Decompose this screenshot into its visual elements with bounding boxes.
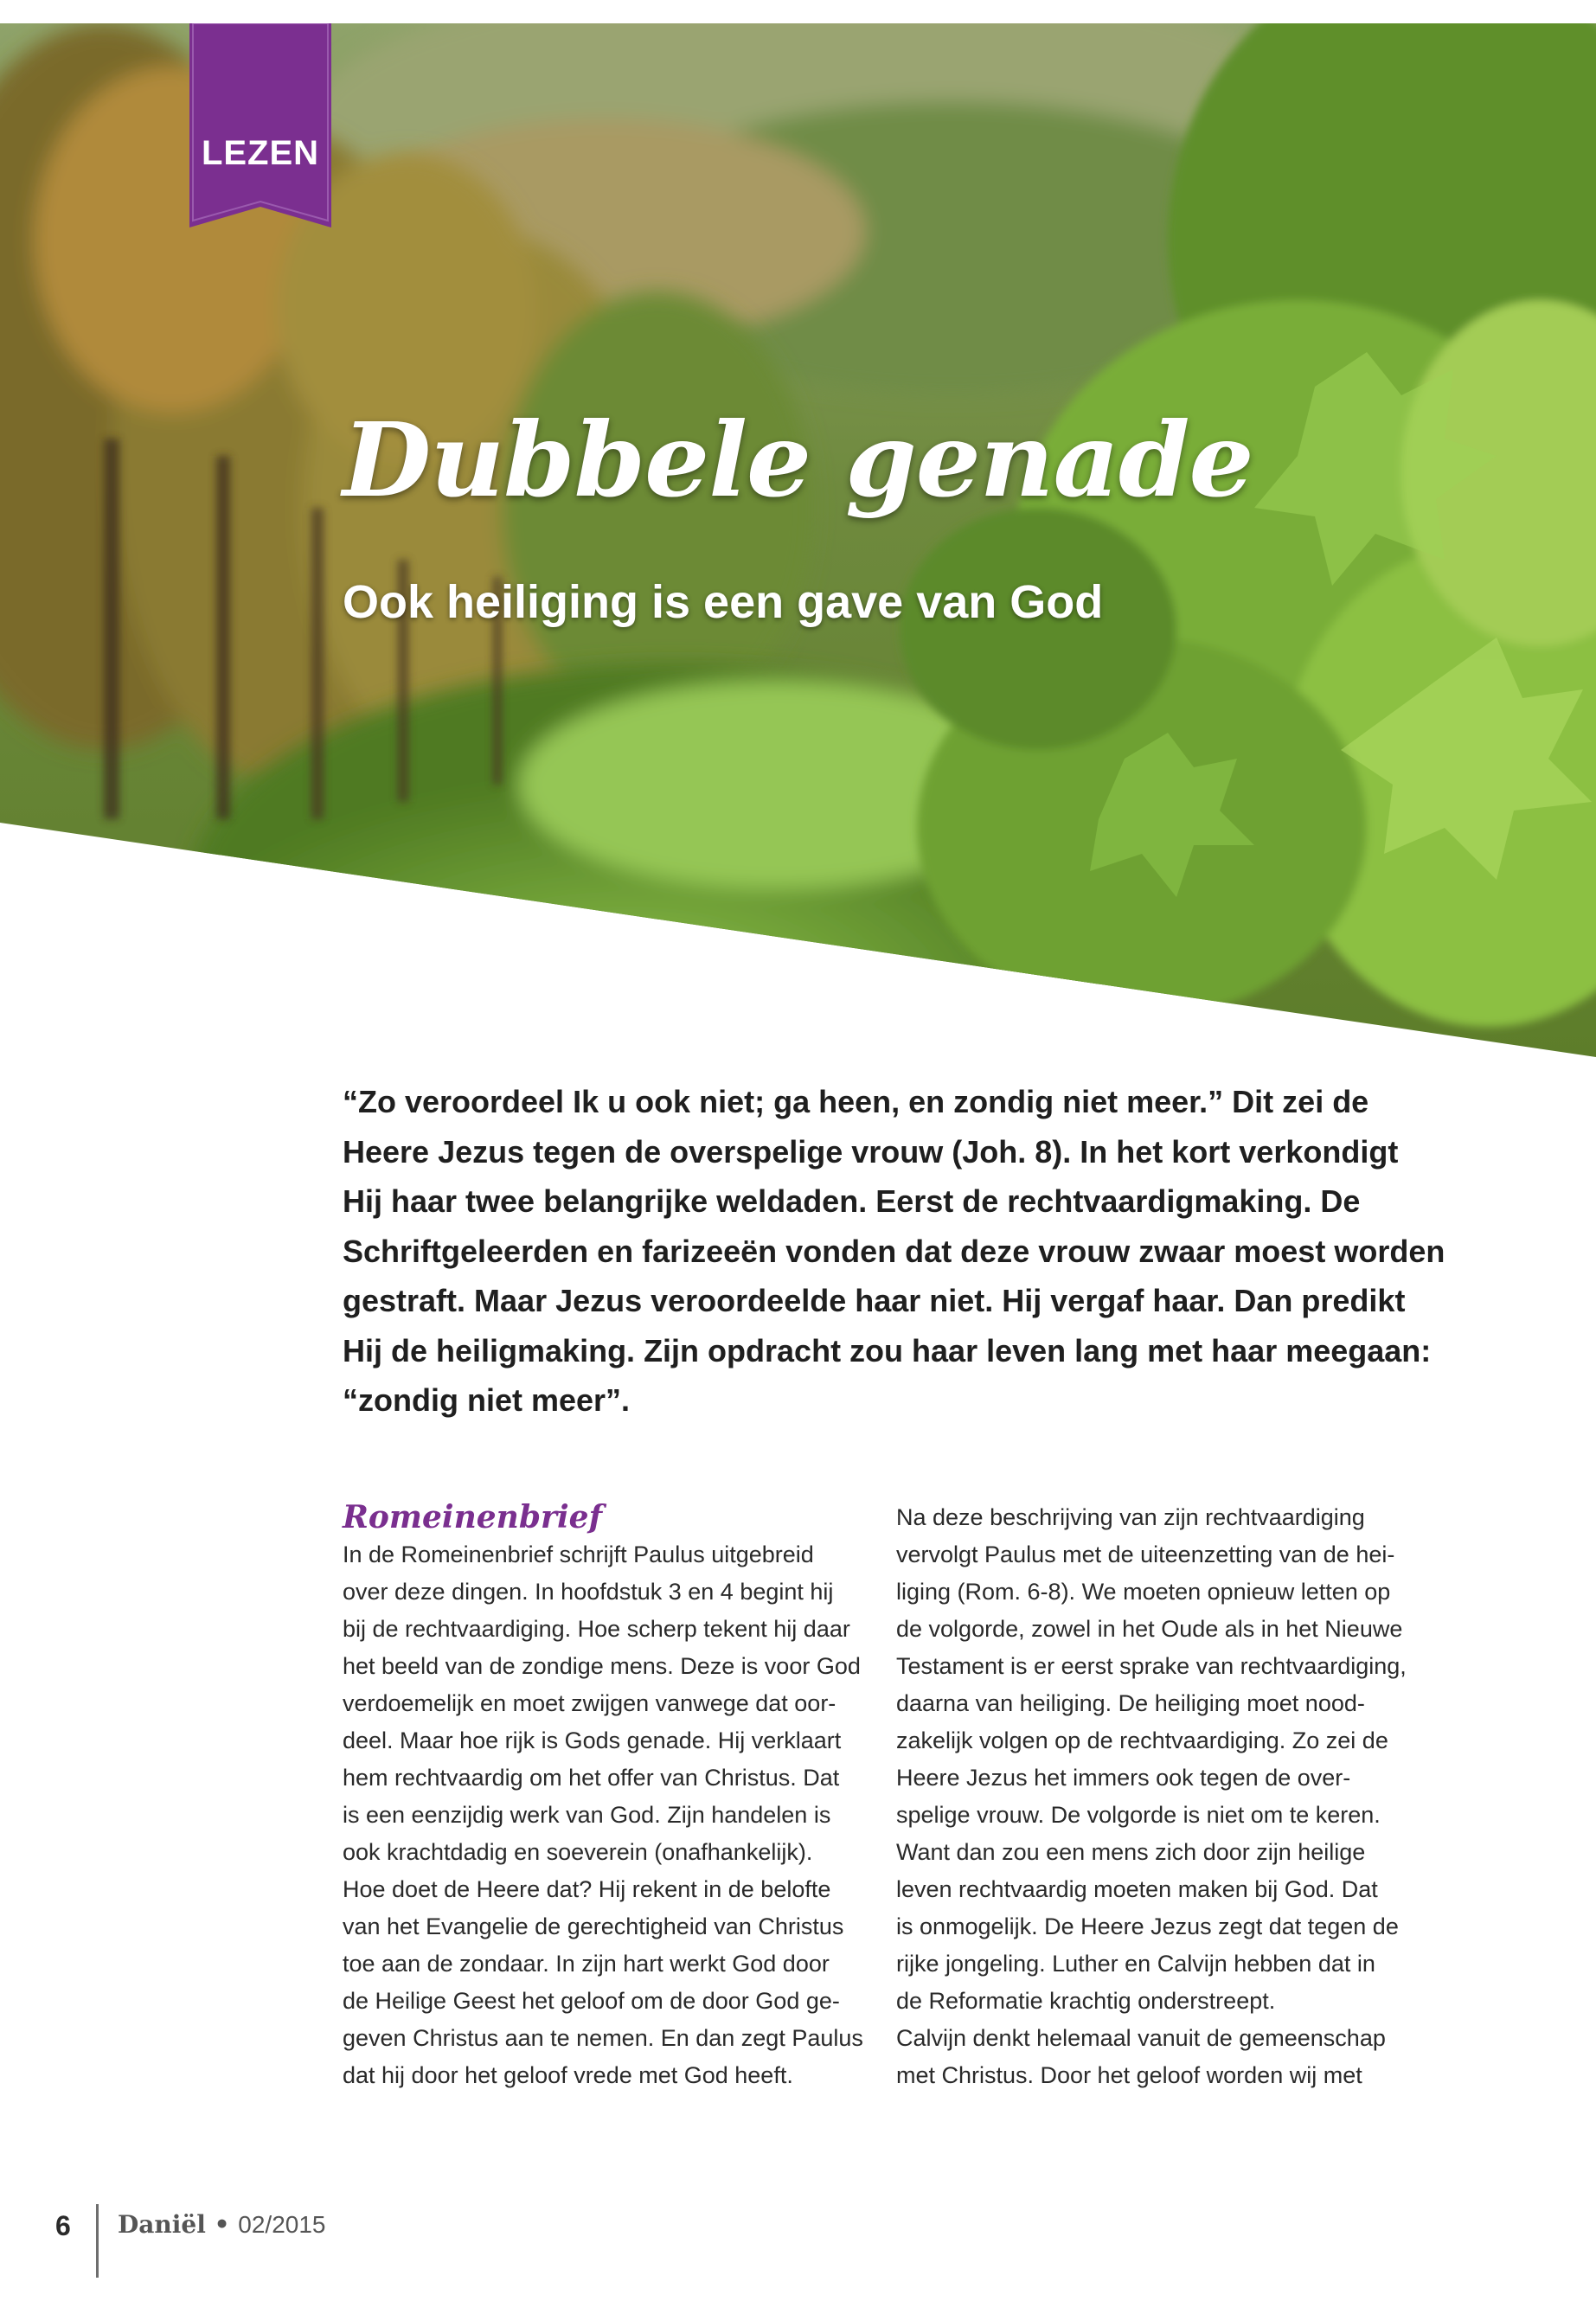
issue-number: 02/2015 — [238, 2211, 326, 2238]
body-line: is een eenzijdig werk van God. Zijn handelen is — [343, 1802, 831, 1828]
body-line: ook krachtdadig en soeverein (onafhankelijk). — [343, 1839, 813, 1865]
intro-line: “zondig niet meer”. — [343, 1382, 631, 1418]
body-line: met Christus. Door het geloof worden wij met — [896, 2062, 1362, 2088]
body-line: over deze dingen. In hoofdstuk 3 en 4 begint hij — [343, 1579, 834, 1605]
body-line: de Heilige Geest het geloof om de door God ge- — [343, 1988, 840, 2014]
footer-divider — [96, 2204, 99, 2278]
body-line: van het Evangelie de gerechtigheid van Christus — [343, 1913, 844, 1939]
body-line: Calvijn denkt helemaal vanuit de gemeenschap — [896, 2025, 1386, 2051]
body-line: is onmogelijk. De Heere Jezus zegt dat tegen de — [896, 1913, 1399, 1939]
body-line: zakelijk volgen op de rechtvaardiging. Zo zei de — [896, 1727, 1388, 1753]
intro-line: gestraft. Maar Jezus veroordeelde haar niet. Hij vergaf haar. Dan predikt — [343, 1283, 1406, 1318]
body-line: leven rechtvaardig moeten maken bij God. Dat — [896, 1876, 1378, 1902]
body-line: In de Romeinenbrief schrijft Paulus uitgebreid — [343, 1541, 814, 1567]
body-line: Testament is er eerst sprake van rechtvaardiging, — [896, 1653, 1407, 1679]
section-heading: Romeinenbrief — [343, 1499, 603, 1535]
body-line: spelige vrouw. De volgorde is niet om te keren. — [896, 1802, 1381, 1828]
body-line: Want dan zou een mens zich door zijn heilige — [896, 1839, 1366, 1865]
body-line: deel. Maar hoe rijk is Gods genade. Hij verklaart — [343, 1727, 842, 1753]
page-title: Dubbele genade — [343, 400, 1253, 520]
section-ribbon — [189, 23, 331, 228]
body-line: verdoemelijk en moet zwijgen vanwege dat oor- — [343, 1690, 836, 1716]
intro-paragraph — [343, 1077, 1445, 1426]
body-line: de volgorde, zowel in het Oude als in het Nieuwe — [896, 1616, 1403, 1642]
footer-magazine — [118, 2210, 326, 2239]
section-label: LEZEN — [201, 134, 320, 172]
intro-line: Hij de heiligmaking. Zijn opdracht zou haar leven lang met haar meegaan: — [343, 1332, 1432, 1368]
body-line: liging (Rom. 6-8). We moeten opnieuw letten op — [896, 1579, 1391, 1605]
page-subtitle: Ook heiliging is een gave van God — [343, 576, 1104, 628]
magazine-name: Daniël — [118, 2210, 206, 2239]
body-line: geven Christus aan te nemen. En dan zegt Paulus — [343, 2025, 863, 2051]
page-number: 6 — [55, 2210, 71, 2241]
body-column-right — [896, 1499, 1415, 2094]
body-line: hem rechtvaardig om het offer van Christus. Dat — [343, 1765, 840, 1791]
footer-separator: • — [214, 2210, 230, 2239]
body-line: daarna van heiliging. De heiliging moet nood- — [896, 1690, 1365, 1716]
intro-line: “Zo veroordeel Ik u ook niet; ga heen, en zondig niet meer.” Dit zei de — [343, 1084, 1369, 1119]
body-line: het beeld van de zondige mens. Deze is voor God — [343, 1653, 861, 1679]
body-line: de Reformatie krachtig onderstreept. — [896, 1988, 1276, 2014]
body-line: Hoe doet de Heere dat? Hij rekent in de belofte — [343, 1876, 831, 1902]
body-line: Heere Jezus het immers ook tegen de over- — [896, 1765, 1351, 1791]
intro-line: Schriftgeleerden en farizeeën vonden dat deze vrouw zwaar moest worden — [343, 1233, 1445, 1269]
intro-line: Heere Jezus tegen de overspelige vrouw (Joh. 8). In het kort verkondigt — [343, 1133, 1399, 1170]
body-line: toe aan de zondaar. In zijn hart werkt God door — [343, 1951, 830, 1977]
body-line: bij de rechtvaardiging. Hoe scherp tekent hij daar — [343, 1616, 850, 1642]
body-line: Na deze beschrijving van zijn rechtvaardiging — [896, 1504, 1365, 1530]
body-column-left — [343, 1499, 862, 2094]
body-line: dat hij door het geloof vrede met God heeft. — [343, 2062, 793, 2088]
body-line: vervolgt Paulus met de uiteenzetting van de hei- — [896, 1541, 1395, 1567]
intro-line: Hij haar twee belangrijke weldaden. Eerst de rechtvaardigmaking. De — [343, 1183, 1361, 1219]
body-line: rijke jongeling. Luther en Calvijn hebben dat in — [896, 1951, 1375, 1977]
